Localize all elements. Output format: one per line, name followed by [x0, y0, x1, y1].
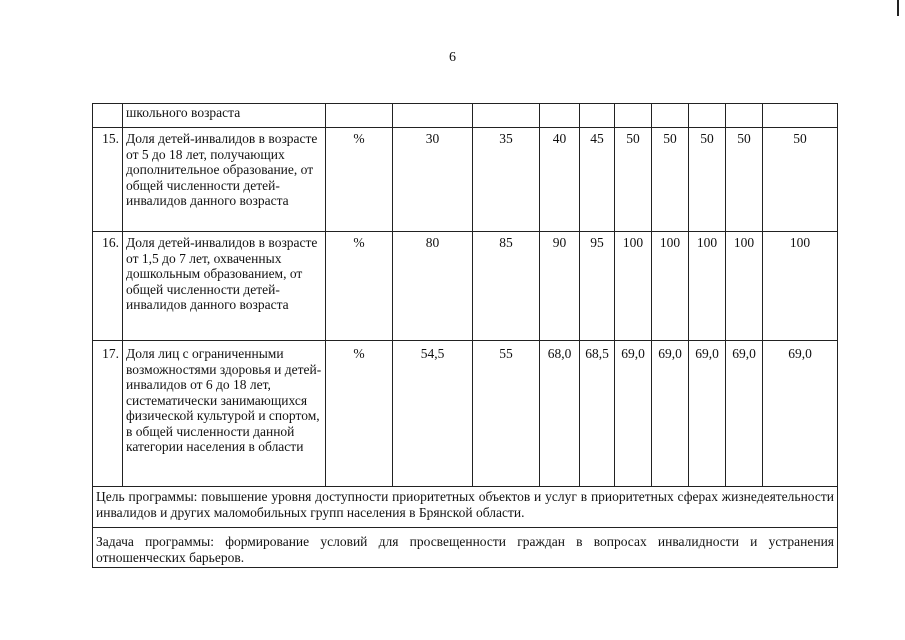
value-cell	[540, 104, 580, 128]
value-cell: 54,5	[393, 341, 473, 487]
value-cell: 50	[726, 128, 763, 232]
indicator-cell: Доля лиц с ограниченными возможностями здоровья и детей-инвалидов от 6 до 18 лет, систематически занимающихся физической культурой и спортом, в общей численности данной категории населения в области	[123, 341, 326, 487]
indicators-table	[92, 103, 838, 568]
value-cell	[615, 104, 652, 128]
indicator-cell: Доля детей-инвалидов в возрасте от 1,5 до 7 лет, охваченных дошкольным образованием, от общей численности детей-инвалидов данного возраста	[123, 232, 326, 341]
value-cell: 100	[763, 232, 838, 341]
value-cell: 80	[393, 232, 473, 341]
row-number: 17.	[93, 341, 123, 487]
value-cell	[393, 104, 473, 128]
value-cell: 100	[689, 232, 726, 341]
value-cell: 69,0	[615, 341, 652, 487]
program-goal-row	[93, 487, 838, 528]
value-cell: 40	[540, 128, 580, 232]
value-cell: 50	[652, 128, 689, 232]
value-cell: 69,0	[763, 341, 838, 487]
table-row	[93, 232, 838, 341]
value-cell: 35	[473, 128, 540, 232]
value-cell	[726, 104, 763, 128]
value-cell: 50	[689, 128, 726, 232]
value-cell	[652, 104, 689, 128]
unit-cell: %	[326, 341, 393, 487]
value-cell: 55	[473, 341, 540, 487]
value-cell: 90	[540, 232, 580, 341]
page-number: 6	[449, 50, 456, 65]
value-cell: 50	[615, 128, 652, 232]
row-number	[93, 104, 123, 128]
value-cell: 45	[580, 128, 615, 232]
table-row	[93, 341, 838, 487]
table-row-continuation	[93, 104, 838, 128]
indicator-cell: Доля детей-инвалидов в возрасте от 5 до 18 лет, получающих дополнительное образование, от общей численности детей-инвалидов данного возраста	[123, 128, 326, 232]
value-cell: 100	[615, 232, 652, 341]
unit-cell: %	[326, 128, 393, 232]
value-cell	[580, 104, 615, 128]
value-cell	[689, 104, 726, 128]
edge-mark	[897, 0, 899, 16]
unit-cell	[326, 104, 393, 128]
row-number: 15.	[93, 128, 123, 232]
program-task-row	[93, 528, 838, 568]
value-cell: 100	[726, 232, 763, 341]
table-row	[93, 128, 838, 232]
value-cell: 69,0	[652, 341, 689, 487]
indicator-cell: школьного возраста	[123, 104, 326, 128]
value-cell: 30	[393, 128, 473, 232]
unit-cell: %	[326, 232, 393, 341]
value-cell: 69,0	[726, 341, 763, 487]
value-cell: 100	[652, 232, 689, 341]
value-cell: 85	[473, 232, 540, 341]
value-cell: 50	[763, 128, 838, 232]
program-task: Задача программы: формирование условий для просвещенности граждан в вопросах инвалидности и устранения отношенческих барьеров.	[93, 528, 838, 568]
value-cell: 69,0	[689, 341, 726, 487]
value-cell: 95	[580, 232, 615, 341]
value-cell: 68,5	[580, 341, 615, 487]
value-cell: 68,0	[540, 341, 580, 487]
program-goal: Цель программы: повышение уровня доступности приоритетных объектов и услуг в приоритетных сферах жизнедеятельности инвалидов и других маломобильных групп населения в Брянской области.	[93, 487, 838, 528]
row-number: 16.	[93, 232, 123, 341]
value-cell	[473, 104, 540, 128]
value-cell	[763, 104, 838, 128]
